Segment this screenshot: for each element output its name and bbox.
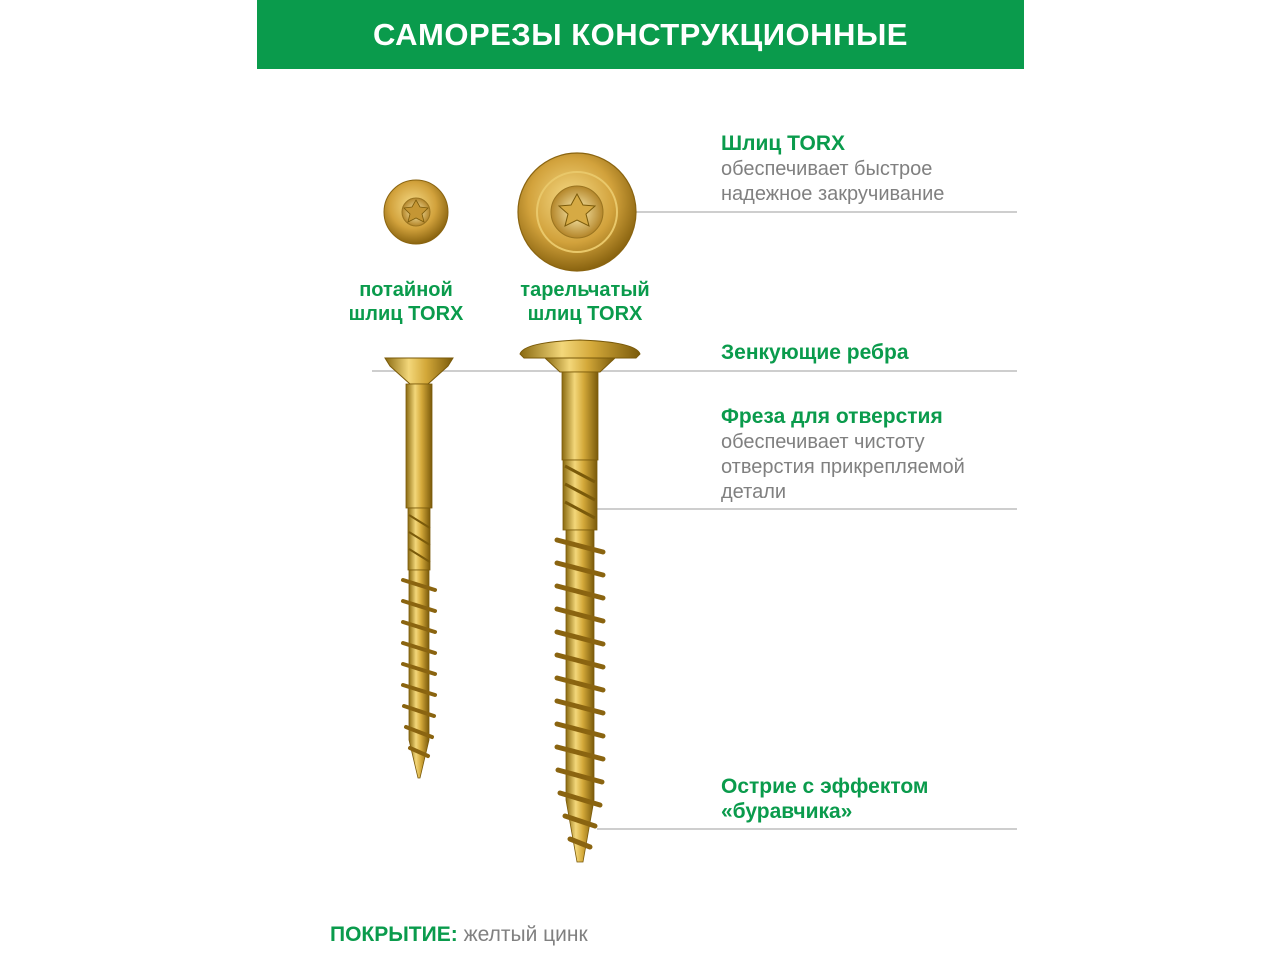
washer-head-screw-icon <box>520 340 640 862</box>
coating-value: желтый цинк <box>463 923 588 946</box>
feature-torx-desc-1: обеспечивает быстрое <box>721 158 933 180</box>
feature-ribs-title: Зенкующие ребра <box>721 341 909 364</box>
feature-torx-desc-2: надежное закручивание <box>721 183 945 205</box>
feature-mill-desc-1: обеспечивает чистоту <box>721 431 925 453</box>
coating-label: ПОКРЫТИЕ: <box>330 923 458 946</box>
countersunk-head-top-icon <box>384 180 448 244</box>
feature-torx-title: Шлиц TORX <box>721 132 846 155</box>
feature-tip-title-2: «буравчика» <box>721 800 853 823</box>
washer-head-top-icon <box>518 153 636 271</box>
feature-tip-title: Острие с эффектом <box>721 775 929 798</box>
feature-mill-desc-3: детали <box>721 481 787 503</box>
page-title: САМОРЕЗЫ КОНСТРУКЦИОННЫЕ <box>373 16 908 52</box>
washer-caption-line1: тарельчатый <box>520 279 650 301</box>
countersunk-caption-line1: потайной <box>359 279 453 301</box>
washer-caption-line2: шлиц TORX <box>527 303 643 325</box>
washer-caption <box>500 278 670 326</box>
feature-mill-title: Фреза для отверстия <box>721 405 943 428</box>
countersunk-screw-icon <box>385 358 453 778</box>
coating-info <box>330 923 588 947</box>
feature-mill-desc-2: отверстия прикрепляемой <box>721 456 965 478</box>
countersunk-caption <box>330 278 482 326</box>
countersunk-caption-line2: шлиц TORX <box>348 303 464 325</box>
